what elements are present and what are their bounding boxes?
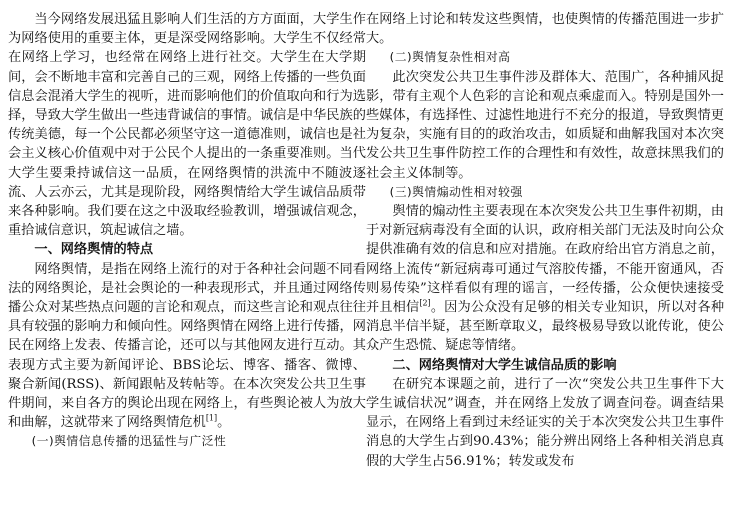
survey-paragraph: 在研究本课题之前，进行了一次“突发公共卫生事件下大学生诚信状况”调查，并在网络上发放了调查问卷。调查结果显示，在网络上看到过未经证实的关于本次突发公共卫生事件消息的大学生占到90.43%；能分辨出网络上各种相关消息真假的大学生占56.91%；转发或发布 xyxy=(366,376,724,469)
section-heading-2: 二、网络舆情对大学生诚信品质的影响 xyxy=(392,357,617,373)
incitement-end: 。因为公众没有足够的相关专业知识，所以对各种消息半信半疑，甚至断章取义，最终极易导致以讹传讹，使公众产生恐慌、疑虑等情绪。 xyxy=(366,300,725,354)
subsection-heading-3: (三)舆情煽动性相对较强 xyxy=(389,184,523,199)
citation-ref-1: [1] xyxy=(205,413,218,423)
continued-paragraph: 在网络上讨论和转发这些舆情，也使舆情的传播范围进一步扩大。 xyxy=(366,12,724,47)
section-heading-1: 一、网络舆情的特点 xyxy=(34,242,154,258)
subsection-heading-2: (二)舆情复杂性相对高 xyxy=(389,50,511,65)
left-column xyxy=(8,10,366,452)
definition-end: 。 xyxy=(217,415,231,431)
definition-text: 网络舆情，是指在网络上流行的对于各种社会问题不同看法的网络舆论，是社会舆论的一种表现形式，并且通过网络传播公众对某些热点问题的言论和观点，而这些言论和观点往往具有较强的影响力和倾向性。网络舆情在网络上进行传播，网民在网络上发表、传播言论，还可以与其他网友进行互动。其表现方式主要为新闻评论、BBS论坛、博客、播客、微博、聚合新闻(RSS)、新闻跟帖及转帖等。在本次突发公共卫生事件期间，来自各方的舆论出现在网络上，有些舆论被人为放大和曲解，这就带来了网络舆情危机 xyxy=(8,261,366,431)
intro-paragraph: 当今网络发展迅猛且影响人们生活的方方面面，大学生作为网络使用的重要主体，更是深受网络影响。大学生不仅经常在网络上学习，也经常在网络上进行社交。大学生在大学期间，会不断地丰富和完善自己的三观，网络上传播的一些负面信息会混淆大学生的视听，进而影响他们的价值取向和行为选择，导致大学生做出一些违背诚信的事情。诚信是中华民族的传统美德，每一个公民都必须坚守这一道德准则，诚信也是社会主义核心价值观中对于公民个人提出的一条重要准则。当代大学生要秉持诚信这一品质，在网络舆情的洪流中不随波逐流、人云亦云，尤其是现阶段，网络舆情给大学生诚信品质带来各种影响。我们要在这之中汲取经验教训，增强诚信观念，重拾诚信意识，筑起诚信之墙。 xyxy=(8,12,366,239)
definition-paragraph xyxy=(8,260,366,433)
incitement-paragraph xyxy=(366,202,724,356)
right-column xyxy=(366,10,724,471)
subsection-heading-1: (一)舆情信息传播的迅猛性与广泛性 xyxy=(31,434,227,449)
citation-ref-2: [2] xyxy=(419,298,431,308)
complexity-paragraph: 此次突发公共卫生事件涉及群体大、范围广，各种捕风捉影，带有主观个人色彩的言论和观点乘虚而入。特别是国外一些媒体，有选择性、过滤性地进行不充分的报道，导致舆情更为复杂，实施有目的的政治攻击，如质疑和曲解我国对本次突发公共卫生事件防控工作的合理性和有效性，故意抹黑我们的社会主义体制等。 xyxy=(366,69,724,181)
incitement-text: 舆情的煽动性主要表现在本次突发公共卫生事件初期，由于对新冠病毒没有全面的认识，政府相关部门无法及时向公众提供准确有效的信息和应对措施。在政府给出官方消息之前，网络上流传“新冠病毒可通过气溶胶传播，不能开窗通风，否则易传染”这样看似有理的谣言，一经传播，公众便快速接受并且相信 xyxy=(366,204,724,316)
